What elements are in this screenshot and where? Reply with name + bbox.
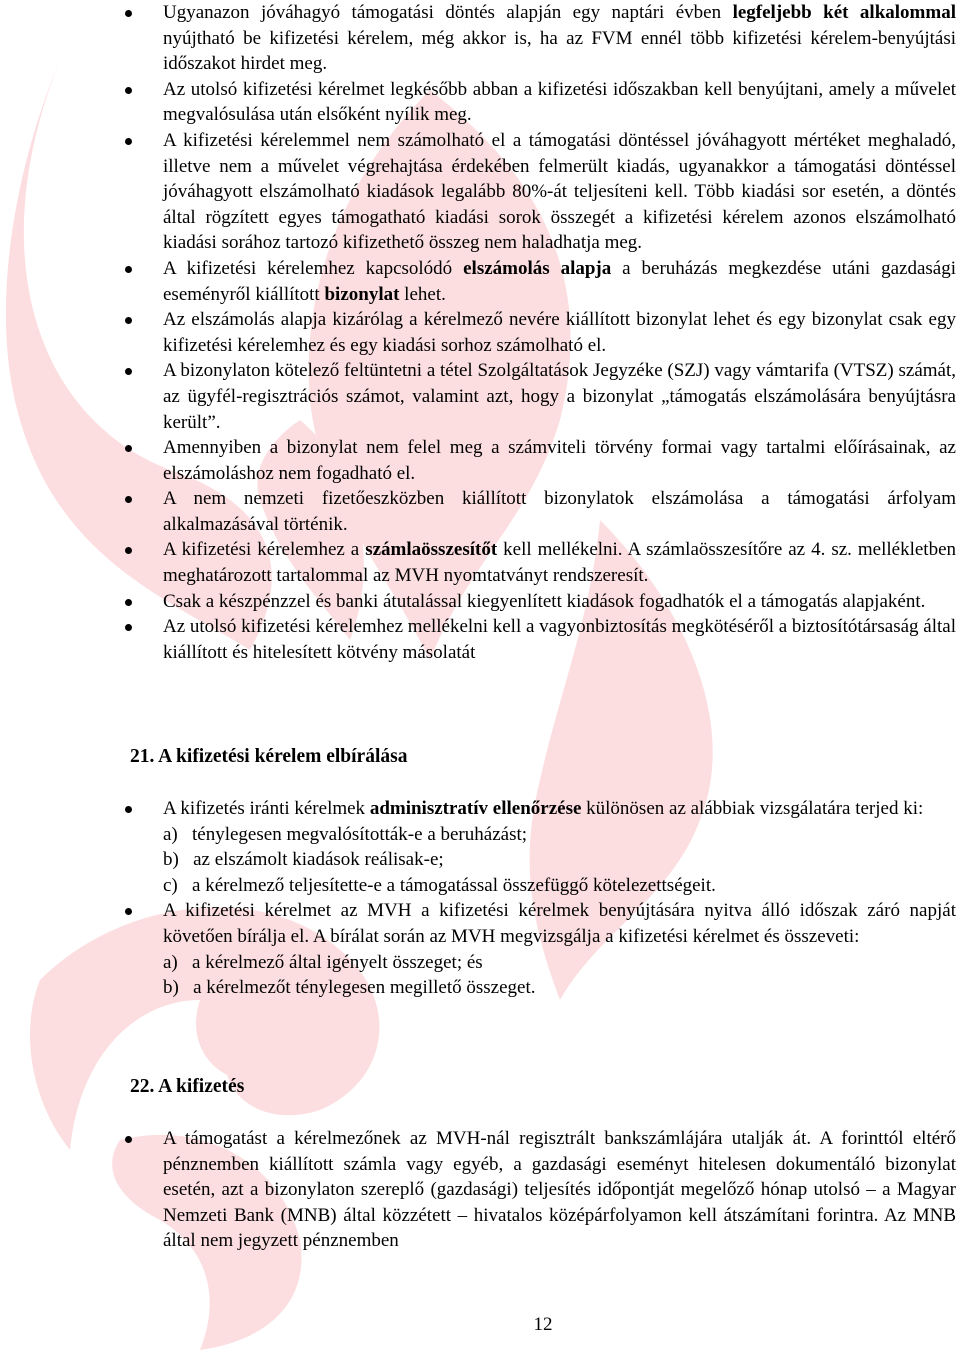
- bullet-icon: [125, 547, 132, 554]
- bullet-icon: [125, 496, 132, 503]
- sub-item-c: c) a kérelmező teljesítette-e a támogatással összefüggő kötelezettségeit.: [163, 874, 716, 896]
- body-text: A kifizetési kérelemmel nem számolható el a támogatási döntéssel jóváhagyott mértéket meghaladó, illetve nem a művelet végrehajtása érdekében felmerült kiadás, ugyanakkor a támogatási döntéssel jóváhagyott elszámolható kiadások legalább 80%-át teljesíteni kell. Több kiadási sor esetén, a döntés által rögzített egyes támogatható kiadási sorok összegét a kifizetési kérelem azonos elszámolható kiadási sorához tartozó kifizethető összeg nem haladhatja meg.: [163, 129, 956, 254]
- bullet-icon: [125, 1136, 132, 1143]
- rule-item: [0, 77, 960, 128]
- body-text: a beruházás megkezdése utáni gazdasági eseményről kiállított: [163, 257, 956, 305]
- bullet-icon: [125, 87, 132, 94]
- section-heading-21: 21. A kifizetési kérelem elbírálása: [130, 746, 408, 767]
- emphasis-text: adminisztratív ellenőrzése: [369, 798, 582, 819]
- body-text: Csak a készpénzzel és banki átutalással kiegyenlített kiadások fogadhatók el a támogatás alapjaként.: [163, 590, 926, 612]
- body-text: A kifizetési kérelemhez kapcsolódó: [163, 257, 464, 279]
- bullet-icon: [125, 445, 132, 452]
- body-text: Amennyiben a bizonylat nem felel meg a számviteli törvény formai vagy tartalmi előírásainak, az elszámoláshoz nem fogadható el.: [163, 437, 956, 484]
- rule-item: [0, 256, 960, 307]
- rule-item: [0, 589, 960, 615]
- evaluation-item-admin-check: [0, 796, 960, 898]
- bullet-icon: [125, 806, 132, 813]
- rule-item: [0, 486, 960, 537]
- body-text: Ugyanazon jóváhagyó támogatási döntés alapján egy naptári évben: [163, 2, 733, 23]
- body-text: A nem nemzeti fizetőeszközben kiállított bizonylatok elszámolása a támogatási árfolyam alkalmazásával történik.: [163, 488, 956, 535]
- body-text: Az utolsó kifizetési kérelemhez mellékelni kell a vagyonbiztosítás megkötéséről a biztosítótársaság által kiállított és hitelesített kötvény másolatát: [163, 616, 956, 663]
- rule-item: [0, 537, 960, 588]
- payout-text: A támogatást a kérelmezőnek az MVH-nál regisztrált bankszámlájára utalják át. A forinttól eltérő pénznemben kiállított számla vagy egyéb, a gazdasági eseményt hitelesen dokumentáló bizonylat esetén, azt a bizonylaton szereplő (gazdasági) teljesítés időpontját megelőző hónap utolsó – a Magyar Nemzeti Bank (MNB) által közzétett – hivatalos középárfolyamon kell átszámítani forintra. Az MNB által nem jegyzett pénznemben: [163, 1128, 956, 1252]
- bullet-icon: [125, 266, 132, 273]
- section-heading-22: 22. A kifizetés: [130, 1076, 245, 1097]
- payout-list: [0, 1126, 960, 1254]
- emphasis-text: elszámolás alapja: [463, 257, 612, 279]
- sub-item-b: b) az elszámolt kiadások reálisak-e;: [163, 849, 444, 871]
- rule-item: [0, 358, 960, 435]
- evaluation-list: [0, 796, 960, 1001]
- bullet-icon: [125, 624, 132, 631]
- emphasis-text: bizonylat: [324, 283, 400, 305]
- emphasis-text: legfeljebb két alkalommal: [732, 2, 956, 23]
- body-text: Az elszámolás alapja kizárólag a kérelmező nevére kiállított bizonylat lehet és egy bizonylat csak egy kifizetési kérelemhez és egy kiadási sorhoz számolható el.: [163, 309, 956, 356]
- body-text: lehet.: [399, 283, 446, 305]
- sub-item-a: a) a kérelmező által igényelt összeget; és: [163, 951, 483, 973]
- page-number: 12: [533, 1314, 553, 1335]
- rule-item: [0, 128, 960, 256]
- bullet-icon: [125, 368, 132, 375]
- bullet-icon: [125, 10, 132, 17]
- body-text: Az utolsó kifizetési kérelmet legkésőbb abban a kifizetési időszakban kell benyújtani, amely a művelet megvalósulása után elsőként nyílik meg.: [163, 78, 956, 126]
- body-text: kell mellékelni. A számlaösszesítőre az 4. sz. mellékletben meghatározott tartalommal az MVH nyomtatványt rendszeresít.: [163, 539, 957, 587]
- body-text: A kifizetési kérelemhez a: [163, 539, 366, 561]
- evaluation-item-mvh-review: [0, 898, 960, 1000]
- rule-item: [0, 614, 960, 665]
- sub-item-a: a) ténylegesen megvalósították-e a beruházást;: [163, 823, 528, 845]
- admin-check-text: [163, 798, 923, 819]
- rule-item: [0, 435, 960, 486]
- bullet-icon: [125, 138, 132, 145]
- body-text: A bizonylaton kötelező feltüntetni a tétel Szolgáltatások Jegyzéke (SZJ) vagy vámtarifa (VTSZ) számát, az ügyfél-regisztrációs számot, valamint azt, hogy a bizonylat „támogatás elszámolására benyújtásra került”.: [163, 360, 956, 433]
- mvh-review-text: A kifizetési kérelmet az MVH a kifizetési kérelmek benyújtására nyitva álló időszak záró napját követően bírálja el. A bírálat során az MVH megvizsgálja a kifizetési kérelmet és összeveti:: [163, 900, 956, 947]
- payout-item: [0, 1126, 960, 1254]
- rule-item: [0, 307, 960, 358]
- body-text: A kifizetés iránti kérelmek: [163, 798, 370, 819]
- payment-rules-list: [0, 0, 960, 665]
- rule-item: [0, 0, 960, 77]
- body-text: nyújtható be kifizetési kérelem, még akkor is, ha az FVM ennél több kifizetési kérelem-benyújtási időszakot hirdet meg.: [163, 27, 956, 75]
- body-text: különösen az alábbiak vizsgálatára terjed ki:: [581, 798, 924, 819]
- bullet-icon: [125, 599, 132, 606]
- bullet-icon: [125, 908, 132, 915]
- bullet-icon: [125, 317, 132, 324]
- emphasis-text: számlaösszesítőt: [365, 539, 498, 561]
- sub-item-b: b) a kérelmezőt ténylegesen megillető összeget.: [163, 977, 536, 999]
